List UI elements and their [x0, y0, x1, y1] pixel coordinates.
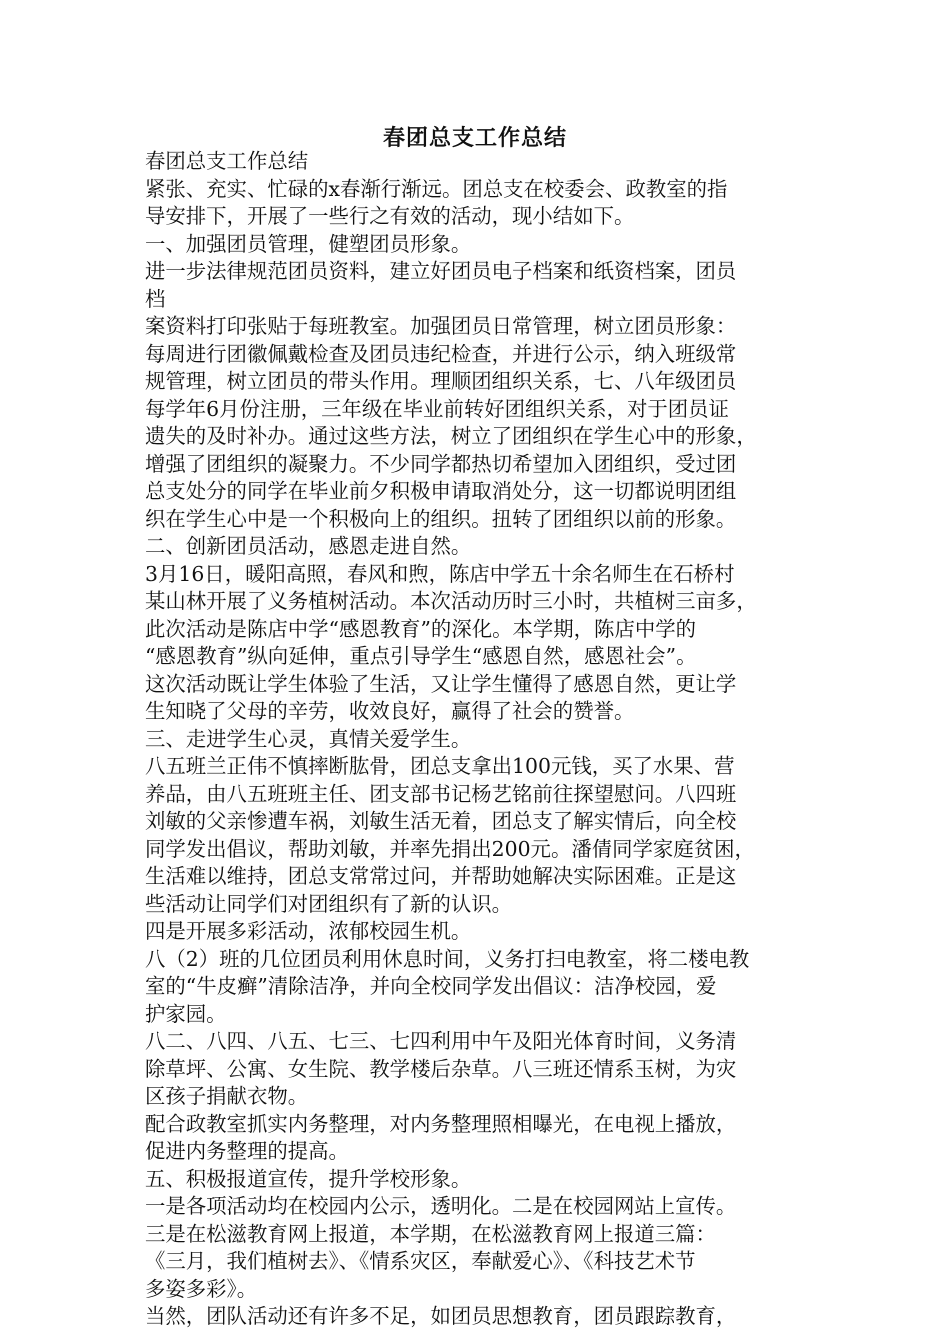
- text-line: 多姿多彩》。: [145, 1276, 258, 1301]
- text-line: 导安排下，开展了一些行之有效的活动，现小结如下。: [145, 204, 635, 228]
- text-line: 进一步法律规范团员资料，建立好团员电子档案和纸资档案，团员: [145, 259, 737, 283]
- text-line: 生活难以维持，团总支常常过问，并帮助她解决实际困难。正是这: [145, 864, 737, 888]
- text-line: 每周进行团徽佩戴检查及团员违纪检查，并进行公示，纳入班级常: [145, 341, 737, 366]
- text-line: 增强了团组织的凝聚力。不少同学都热切希望加入团组织，受过团: [145, 451, 737, 476]
- text-line: 三是在松滋教育网上报道，本学期，在松滋教育网上报道三篇：: [145, 1221, 716, 1246]
- text-line: 此次活动是陈店中学“感恩教育”的深化。本学期，陈店中学的: [145, 616, 697, 641]
- text-line: 这次活动既让学生体验了生活，又让学生懂得了感恩自然，更让学: [145, 671, 737, 696]
- text-line: 《三月，我们植树去》、《情系灾区，奉献爱心》、《科技艺术节: [145, 1249, 696, 1273]
- document-body: [145, 148, 815, 1331]
- text-line: 紧张、充实、忙碌的x春渐行渐远。团总支在校委会、政教室的指: [145, 176, 728, 201]
- text-line: 一、加强团员管理，健塑团员形象。: [145, 231, 472, 256]
- text-line: 八五班兰正伟不慎摔断肱骨，团总支拿出100元钱，买了水果、营: [145, 754, 735, 778]
- text-line: 区孩子捐献衣物。: [145, 1084, 309, 1108]
- text-line: 些活动让同学们对团组织有了新的认识。: [145, 891, 513, 916]
- text-line: 养品，由八五班班主任、团支部书记杨艺铭前往探望慰问。八四班: [145, 781, 737, 806]
- text-line: 遗失的及时补办。通过这些方法，树立了团组织在学生心中的形象，: [145, 424, 757, 448]
- text-line: 3月16日，暖阳高照，春风和煦，陈店中学五十余名师生在石桥村: [145, 561, 735, 586]
- text-line: 护家园。: [145, 1001, 227, 1026]
- text-line: 案资料打印张贴于每班教室。加强团员日常管理，树立团员形象：: [145, 314, 737, 338]
- text-line: 一是各项活动均在校园内公示，透明化。二是在校园网站上宣传。: [145, 1194, 737, 1218]
- text-line: 室的“牛皮癣”清除洁净，并向全校同学发出倡议：洁净校园，爱: [145, 974, 717, 998]
- text-line: 促进内务整理的提高。: [145, 1139, 349, 1163]
- text-line: 同学发出倡议，帮助刘敏，并率先捐出200元。潘倩同学家庭贫困，: [145, 836, 755, 861]
- text-line: 四是开展多彩活动，浓郁校园生机。: [145, 919, 472, 943]
- text-line: 三、走进学生心灵，真情关爱学生。: [145, 726, 472, 751]
- text-line: 除草坪、公寓、女生院、教学楼后杂草。八三班还情系玉树，为灾: [145, 1056, 737, 1081]
- text-line: 二、创新团员活动，感恩走进自然。: [145, 534, 472, 558]
- text-line: 五、积极报道宣传，提升学校形象。: [145, 1166, 472, 1191]
- text-line: 每学年6月份注册，三年级在毕业前转好团组织关系，对于团员证: [145, 396, 729, 421]
- text-line: 织在学生心中是一个积极向上的组织。扭转了团组织以前的形象。: [145, 506, 737, 531]
- text-line: 某山林开展了义务植树活动。本次活动历时三小时，共植树三亩多，: [145, 589, 757, 613]
- text-line: 刘敏的父亲惨遭车祸，刘敏生活无着，团总支了解实情后，向全校: [145, 809, 737, 833]
- text-line: 配合政教室抓实内务整理，对内务整理照相曝光，在电视上播放，: [145, 1111, 737, 1136]
- text-line: 八（2）班的几位团员利用休息时间，义务打扫电教室，将二楼电教: [145, 946, 750, 971]
- text-line: 档: [145, 286, 166, 311]
- text-line: 八二、八四、八五、七三、七四利用中午及阳光体育时间，义务清: [145, 1029, 737, 1053]
- text-line: 总支处分的同学在毕业前夕积极申请取消处分，这一切都说明团组: [145, 479, 737, 503]
- document-title: 春团总支工作总结: [382, 125, 567, 151]
- text-line: “感恩教育”纵向延伸，重点引导学生“感恩自然，感恩社会”。: [145, 644, 697, 668]
- text-line: 生知晓了父母的辛劳，收效良好，赢得了社会的赞誉。: [145, 699, 635, 723]
- text-line: 当然，团队活动还有许多不足，如团员思想教育，团员跟踪教育，: [145, 1304, 737, 1328]
- text-line: 规管理，树立团员的带头作用。理顺团组织关系，七、八年级团员: [145, 369, 737, 393]
- text-line: 春团总支工作总结: [145, 149, 309, 173]
